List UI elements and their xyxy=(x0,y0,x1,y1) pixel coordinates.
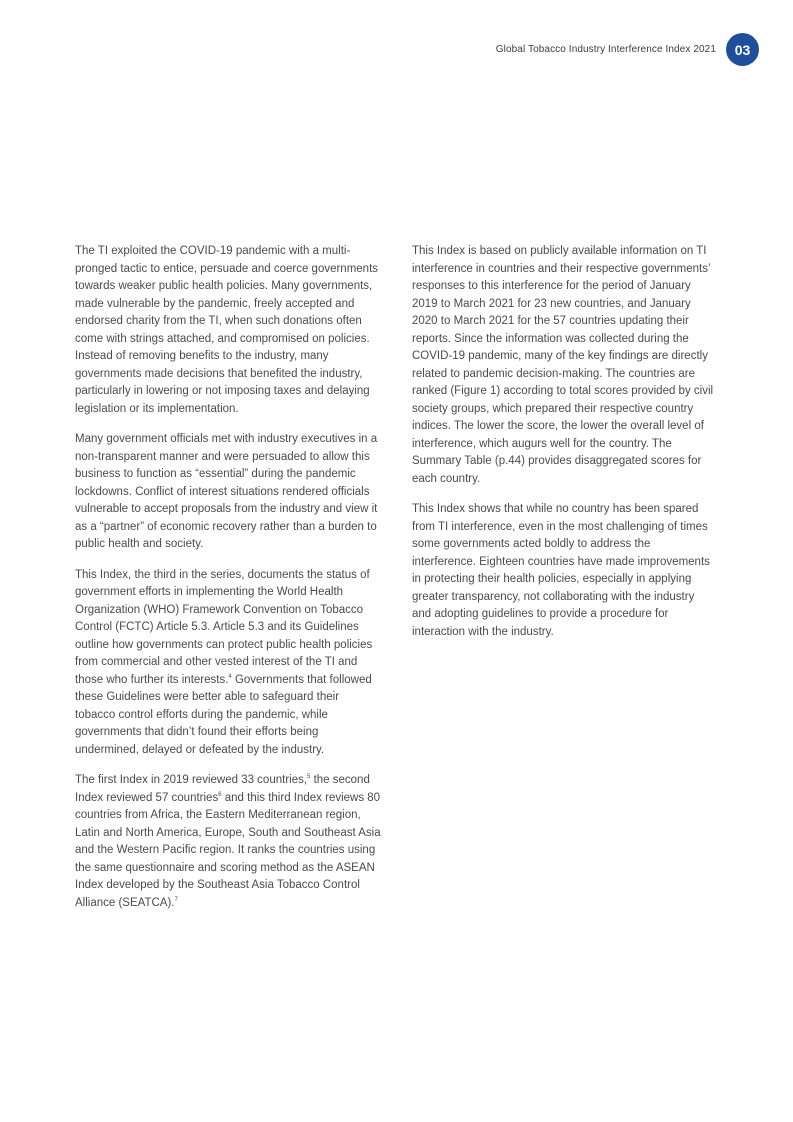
page-header xyxy=(496,33,759,66)
paragraph-ti-exploited: The TI exploited the COVID-19 pandemic with a multi-pronged tactic to entice, persuade and coerce governments towards weaker public health policies. Many governments, made vulnerable by the pandemic, freely accepted and endorsed charity from the TI, when such donations often come with strings attached, and compromised on policies. Instead of removing benefits to the industry, many governments made decisions that benefited the industry, particularly in lowering or not imposing taxes and delaying legislation or its implementation. xyxy=(75,245,379,415)
running-title: Global Tobacco Industry Interference Index 2021 xyxy=(495,44,716,55)
paragraph-text: This Index, the third in the series, documents the status of government efforts in implementing the World Health Organization (WHO) Framework Convention on Tobacco Control (FCTC) Article 5.3. Article 5.3 and its Guidelines outline how governments can protect public health policies from commercial and other vested interest of the TI and those who further its interests. xyxy=(75,568,373,686)
paragraph-index-shows: This Index shows that while no country has been spared from TI interference, even in the most challenging of times some governments acted boldly to address the interference. Eighteen countries have made improvements in protecting their health policies, especially in applying greater transparency, not collaborating with the industry and adopting guidelines to provide a procedure for interaction with the industry. xyxy=(412,503,710,638)
paragraph-text: and this third Index reviews 80 countries from Africa, the Eastern Mediterranean region, Latin and North America, Europe, South and Southeast Asia and the Western Pacific region. It ranks the countries using the same questionnaire and scoring method as the ASEAN Index developed by the Southeast Asia Tobacco Control Alliance (SEATCA). xyxy=(75,791,381,909)
left-column xyxy=(75,243,381,925)
paragraph-officials-met: Many government officials met with industry executives in a non-transparent manner and were persuaded to allow this business to function as “essential” during the pandemic lockdowns. Conflict of interest situations rendered officials vulnerable to accept proposals from the industry and view it as a “partner” of economic recovery rather than a burden to public health and society. xyxy=(75,433,378,550)
paragraph-text: Governments that followed these Guidelines were better able to safeguard their tobacco control efforts during the pandemic, while governments that didn’t found their efforts being undermined, delayed or defeated by the industry. xyxy=(75,673,372,756)
page-number-badge: 03 xyxy=(726,33,759,66)
paragraph-first-index xyxy=(75,772,381,912)
paragraph-third-index xyxy=(75,567,381,760)
paragraph-text: the second Index reviewed 57 countries xyxy=(75,774,370,804)
footnote-ref-6: 6 xyxy=(218,791,222,798)
footnote-ref-4: 4 xyxy=(228,673,232,680)
paragraph-index-based: This Index is based on publicly available information on TI interference in countries and their respective governments’ responses to this interference for the period of January 2019 to March 2021 for 23 new countries, and January 2020 to March 2021 for the 57 countries updating their reports. Since the information was collected during the COVID-19 pandemic, many of the key findings are directly related to pandemic decision-making. The countries are ranked (Figure 1) according to total scores provided by civil society groups, which prepared their respective country indices. The lower the score, the lower the overall level of interference, which augurs well for the country. The Summary Table (p.44) provides disaggregated scores for each country. xyxy=(412,245,714,485)
footnote-ref-5: 5 xyxy=(307,774,311,781)
footnote-ref-7: 7 xyxy=(174,896,178,903)
right-column xyxy=(412,243,716,654)
paragraph-text: The first Index in 2019 reviewed 33 countries, xyxy=(75,774,308,786)
